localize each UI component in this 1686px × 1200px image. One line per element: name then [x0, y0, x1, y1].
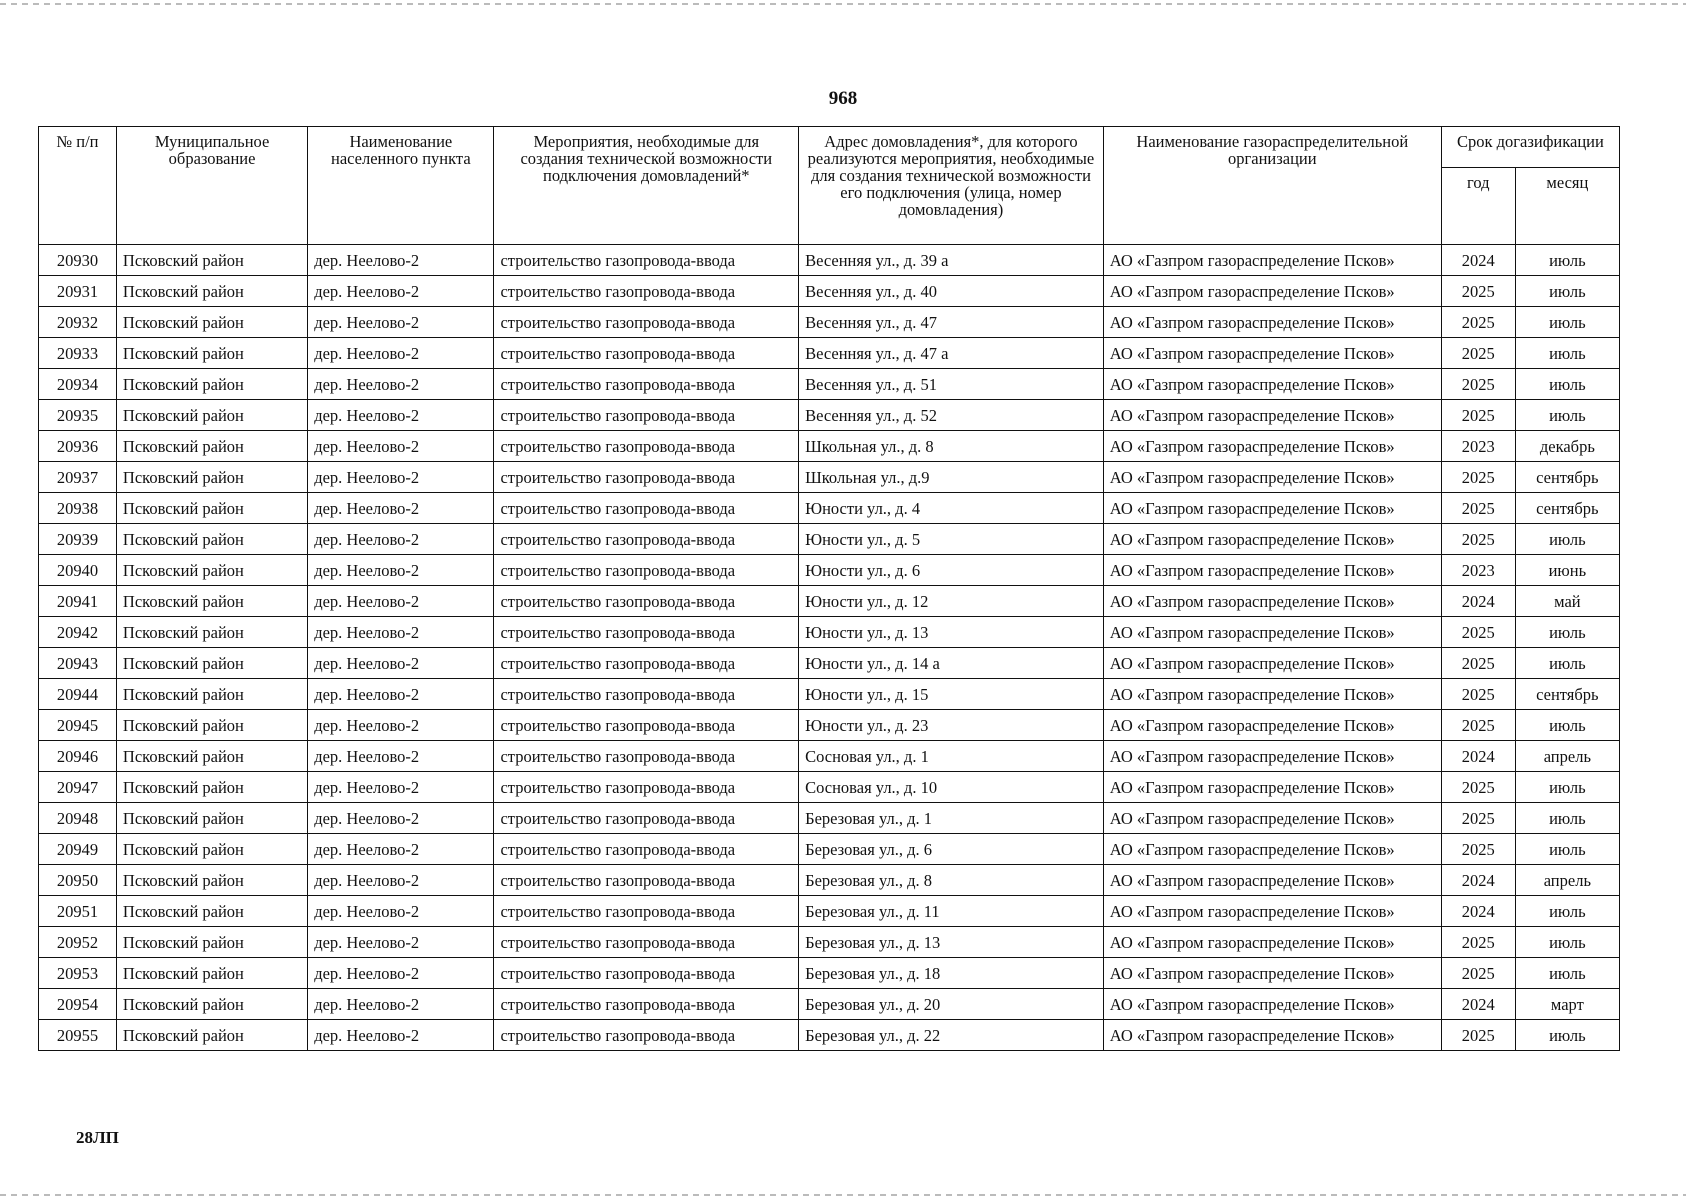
scan-edge-top [0, 3, 1686, 5]
cell-measure: строительство газопровода-ввода [494, 462, 799, 493]
cell-measure: строительство газопровода-ввода [494, 400, 799, 431]
cell-month: сентябрь [1515, 462, 1619, 493]
cell-settlement: дер. Неелово-2 [308, 710, 494, 741]
cell-measure: строительство газопровода-ввода [494, 245, 799, 276]
cell-address: Школьная ул., д.9 [799, 462, 1104, 493]
cell-num: 20944 [39, 679, 117, 710]
cell-year: 2025 [1441, 803, 1515, 834]
table-row [39, 617, 1620, 648]
cell-year: 2024 [1441, 865, 1515, 896]
cell-settlement: дер. Неелово-2 [308, 400, 494, 431]
header-organization: Наименование газораспределительной организации [1103, 127, 1441, 245]
header-measures: Мероприятия, необходимые для создания технической возможности подключения домовладений* [494, 127, 799, 245]
cell-month: июль [1515, 400, 1619, 431]
table-row [39, 245, 1620, 276]
cell-settlement: дер. Неелово-2 [308, 679, 494, 710]
cell-num: 20936 [39, 431, 117, 462]
table-row [39, 462, 1620, 493]
cell-organization: АО «Газпром газораспределение Псков» [1103, 927, 1441, 958]
cell-year: 2025 [1441, 338, 1515, 369]
header-deadline: Срок догазификации [1441, 127, 1619, 168]
cell-month: июль [1515, 307, 1619, 338]
cell-num: 20950 [39, 865, 117, 896]
cell-month: декабрь [1515, 431, 1619, 462]
cell-measure: строительство газопровода-ввода [494, 710, 799, 741]
cell-month: май [1515, 586, 1619, 617]
cell-num: 20938 [39, 493, 117, 524]
cell-num: 20942 [39, 617, 117, 648]
cell-measure: строительство газопровода-ввода [494, 896, 799, 927]
cell-organization: АО «Газпром газораспределение Псков» [1103, 245, 1441, 276]
cell-num: 20943 [39, 648, 117, 679]
table-row [39, 338, 1620, 369]
header-address: Адрес домовладения*, для которого реализуются мероприятия, необходимые для создания технической возможности его подключения (улица, номер домовладения) [799, 127, 1104, 245]
cell-settlement: дер. Неелово-2 [308, 741, 494, 772]
cell-settlement: дер. Неелово-2 [308, 338, 494, 369]
cell-year: 2025 [1441, 307, 1515, 338]
cell-month: июль [1515, 710, 1619, 741]
cell-organization: АО «Газпром газораспределение Псков» [1103, 865, 1441, 896]
cell-month: июль [1515, 617, 1619, 648]
cell-month: сентябрь [1515, 679, 1619, 710]
table-row [39, 493, 1620, 524]
cell-settlement: дер. Неелово-2 [308, 524, 494, 555]
cell-municipality: Псковский район [116, 245, 307, 276]
cell-month: март [1515, 989, 1619, 1020]
cell-organization: АО «Газпром газораспределение Псков» [1103, 679, 1441, 710]
cell-month: июль [1515, 927, 1619, 958]
cell-address: Юности ул., д. 4 [799, 493, 1104, 524]
cell-measure: строительство газопровода-ввода [494, 338, 799, 369]
cell-month: июль [1515, 369, 1619, 400]
cell-month: июль [1515, 958, 1619, 989]
cell-address: Школьная ул., д. 8 [799, 431, 1104, 462]
cell-organization: АО «Газпром газораспределение Псков» [1103, 586, 1441, 617]
cell-organization: АО «Газпром газораспределение Псков» [1103, 772, 1441, 803]
table-row [39, 307, 1620, 338]
cell-address: Юности ул., д. 15 [799, 679, 1104, 710]
table-row [39, 555, 1620, 586]
cell-year: 2025 [1441, 927, 1515, 958]
cell-municipality: Псковский район [116, 555, 307, 586]
cell-num: 20941 [39, 586, 117, 617]
cell-year: 2024 [1441, 245, 1515, 276]
cell-municipality: Псковский район [116, 927, 307, 958]
cell-num: 20954 [39, 989, 117, 1020]
gasification-table [38, 126, 1620, 1051]
cell-organization: АО «Газпром газораспределение Псков» [1103, 803, 1441, 834]
cell-measure: строительство газопровода-ввода [494, 648, 799, 679]
table-row [39, 834, 1620, 865]
cell-num: 20935 [39, 400, 117, 431]
cell-municipality: Псковский район [116, 276, 307, 307]
cell-municipality: Псковский район [116, 617, 307, 648]
cell-address: Юности ул., д. 13 [799, 617, 1104, 648]
cell-address: Сосновая ул., д. 1 [799, 741, 1104, 772]
cell-measure: строительство газопровода-ввода [494, 586, 799, 617]
cell-address: Юности ул., д. 14 а [799, 648, 1104, 679]
cell-month: июль [1515, 803, 1619, 834]
cell-measure: строительство газопровода-ввода [494, 276, 799, 307]
cell-organization: АО «Газпром газораспределение Псков» [1103, 989, 1441, 1020]
cell-municipality: Псковский район [116, 989, 307, 1020]
cell-measure: строительство газопровода-ввода [494, 555, 799, 586]
cell-organization: АО «Газпром газораспределение Псков» [1103, 307, 1441, 338]
cell-num: 20939 [39, 524, 117, 555]
cell-num: 20948 [39, 803, 117, 834]
cell-measure: строительство газопровода-ввода [494, 803, 799, 834]
cell-year: 2025 [1441, 710, 1515, 741]
cell-month: июнь [1515, 555, 1619, 586]
cell-settlement: дер. Неелово-2 [308, 896, 494, 927]
cell-municipality: Псковский район [116, 338, 307, 369]
cell-settlement: дер. Неелово-2 [308, 617, 494, 648]
cell-year: 2025 [1441, 369, 1515, 400]
cell-municipality: Псковский район [116, 772, 307, 803]
table-row [39, 803, 1620, 834]
cell-municipality: Псковский район [116, 307, 307, 338]
cell-settlement: дер. Неелово-2 [308, 493, 494, 524]
cell-municipality: Псковский район [116, 524, 307, 555]
table-row [39, 679, 1620, 710]
header-month: месяц [1515, 168, 1619, 245]
cell-measure: строительство газопровода-ввода [494, 307, 799, 338]
cell-year: 2024 [1441, 989, 1515, 1020]
cell-address: Березовая ул., д. 22 [799, 1020, 1104, 1051]
cell-num: 20946 [39, 741, 117, 772]
cell-year: 2024 [1441, 586, 1515, 617]
cell-month: июль [1515, 772, 1619, 803]
cell-year: 2025 [1441, 617, 1515, 648]
cell-organization: АО «Газпром газораспределение Псков» [1103, 462, 1441, 493]
table-row [39, 989, 1620, 1020]
cell-address: Весенняя ул., д. 51 [799, 369, 1104, 400]
table-row [39, 586, 1620, 617]
cell-address: Весенняя ул., д. 52 [799, 400, 1104, 431]
cell-year: 2024 [1441, 741, 1515, 772]
cell-settlement: дер. Неелово-2 [308, 555, 494, 586]
cell-month: июль [1515, 524, 1619, 555]
cell-settlement: дер. Неелово-2 [308, 369, 494, 400]
cell-year: 2025 [1441, 400, 1515, 431]
cell-address: Березовая ул., д. 11 [799, 896, 1104, 927]
table-row [39, 958, 1620, 989]
cell-measure: строительство газопровода-ввода [494, 617, 799, 648]
cell-month: июль [1515, 896, 1619, 927]
cell-settlement: дер. Неелово-2 [308, 865, 494, 896]
cell-num: 20952 [39, 927, 117, 958]
table-row [39, 369, 1620, 400]
cell-measure: строительство газопровода-ввода [494, 772, 799, 803]
cell-year: 2025 [1441, 276, 1515, 307]
cell-municipality: Псковский район [116, 741, 307, 772]
table-row [39, 648, 1620, 679]
cell-year: 2025 [1441, 493, 1515, 524]
cell-measure: строительство газопровода-ввода [494, 1020, 799, 1051]
cell-municipality: Псковский район [116, 803, 307, 834]
cell-municipality: Псковский район [116, 679, 307, 710]
cell-organization: АО «Газпром газораспределение Псков» [1103, 617, 1441, 648]
page-number: 968 [828, 88, 858, 109]
cell-settlement: дер. Неелово-2 [308, 276, 494, 307]
cell-year: 2025 [1441, 679, 1515, 710]
cell-address: Березовая ул., д. 13 [799, 927, 1104, 958]
cell-measure: строительство газопровода-ввода [494, 524, 799, 555]
cell-settlement: дер. Неелово-2 [308, 989, 494, 1020]
cell-measure: строительство газопровода-ввода [494, 989, 799, 1020]
table-row [39, 710, 1620, 741]
cell-settlement: дер. Неелово-2 [308, 431, 494, 462]
footer-code: 28ЛП [76, 1128, 119, 1147]
cell-year: 2025 [1441, 834, 1515, 865]
cell-municipality: Псковский район [116, 1020, 307, 1051]
cell-settlement: дер. Неелово-2 [308, 586, 494, 617]
cell-settlement: дер. Неелово-2 [308, 927, 494, 958]
cell-year: 2025 [1441, 1020, 1515, 1051]
cell-year: 2025 [1441, 524, 1515, 555]
cell-num: 20947 [39, 772, 117, 803]
cell-address: Весенняя ул., д. 47 а [799, 338, 1104, 369]
cell-organization: АО «Газпром газораспределение Псков» [1103, 493, 1441, 524]
cell-address: Березовая ул., д. 1 [799, 803, 1104, 834]
cell-year: 2023 [1441, 431, 1515, 462]
table-row [39, 927, 1620, 958]
cell-address: Березовая ул., д. 6 [799, 834, 1104, 865]
cell-measure: строительство газопровода-ввода [494, 493, 799, 524]
cell-organization: АО «Газпром газораспределение Псков» [1103, 276, 1441, 307]
cell-municipality: Псковский район [116, 431, 307, 462]
table-row [39, 276, 1620, 307]
cell-num: 20931 [39, 276, 117, 307]
table-row [39, 1020, 1620, 1051]
cell-municipality: Псковский район [116, 710, 307, 741]
cell-municipality: Псковский район [116, 834, 307, 865]
cell-organization: АО «Газпром газораспределение Псков» [1103, 555, 1441, 586]
cell-num: 20953 [39, 958, 117, 989]
cell-num: 20951 [39, 896, 117, 927]
cell-organization: АО «Газпром газораспределение Псков» [1103, 400, 1441, 431]
cell-year: 2025 [1441, 462, 1515, 493]
cell-organization: АО «Газпром газораспределение Псков» [1103, 710, 1441, 741]
cell-address: Березовая ул., д. 20 [799, 989, 1104, 1020]
cell-year: 2025 [1441, 958, 1515, 989]
cell-municipality: Псковский район [116, 958, 307, 989]
cell-organization: АО «Газпром газораспределение Псков» [1103, 648, 1441, 679]
table-row [39, 741, 1620, 772]
header-settlement: Наименование населенного пункта [308, 127, 494, 245]
header-municipality: Муниципальное образование [116, 127, 307, 245]
table-row [39, 431, 1620, 462]
cell-municipality: Псковский район [116, 586, 307, 617]
cell-municipality: Псковский район [116, 400, 307, 431]
cell-organization: АО «Газпром газораспределение Псков» [1103, 958, 1441, 989]
cell-month: июль [1515, 834, 1619, 865]
cell-organization: АО «Газпром газораспределение Псков» [1103, 431, 1441, 462]
cell-organization: АО «Газпром газораспределение Псков» [1103, 741, 1441, 772]
header-year: год [1441, 168, 1515, 245]
cell-organization: АО «Газпром газораспределение Псков» [1103, 369, 1441, 400]
cell-organization: АО «Газпром газораспределение Псков» [1103, 338, 1441, 369]
cell-settlement: дер. Неелово-2 [308, 958, 494, 989]
cell-address: Юности ул., д. 23 [799, 710, 1104, 741]
table-body [39, 245, 1620, 1051]
cell-month: апрель [1515, 865, 1619, 896]
cell-month: сентябрь [1515, 493, 1619, 524]
cell-organization: АО «Газпром газораспределение Псков» [1103, 524, 1441, 555]
cell-num: 20933 [39, 338, 117, 369]
cell-num: 20932 [39, 307, 117, 338]
cell-month: июль [1515, 648, 1619, 679]
cell-municipality: Псковский район [116, 493, 307, 524]
cell-settlement: дер. Неелово-2 [308, 834, 494, 865]
table-row [39, 524, 1620, 555]
cell-address: Сосновая ул., д. 10 [799, 772, 1104, 803]
cell-month: июль [1515, 245, 1619, 276]
table-row [39, 772, 1620, 803]
scan-edge-bottom [0, 1194, 1686, 1196]
cell-year: 2023 [1441, 555, 1515, 586]
cell-municipality: Псковский район [116, 865, 307, 896]
cell-month: июль [1515, 1020, 1619, 1051]
cell-address: Юности ул., д. 12 [799, 586, 1104, 617]
cell-measure: строительство газопровода-ввода [494, 741, 799, 772]
cell-address: Березовая ул., д. 8 [799, 865, 1104, 896]
table-row [39, 400, 1620, 431]
cell-measure: строительство газопровода-ввода [494, 958, 799, 989]
cell-num: 20955 [39, 1020, 117, 1051]
cell-municipality: Псковский район [116, 369, 307, 400]
cell-month: апрель [1515, 741, 1619, 772]
cell-measure: строительство газопровода-ввода [494, 431, 799, 462]
cell-num: 20937 [39, 462, 117, 493]
cell-address: Весенняя ул., д. 40 [799, 276, 1104, 307]
cell-address: Юности ул., д. 5 [799, 524, 1104, 555]
cell-municipality: Псковский район [116, 896, 307, 927]
cell-settlement: дер. Неелово-2 [308, 803, 494, 834]
cell-num: 20930 [39, 245, 117, 276]
cell-year: 2025 [1441, 648, 1515, 679]
cell-measure: строительство газопровода-ввода [494, 865, 799, 896]
cell-organization: АО «Газпром газораспределение Псков» [1103, 834, 1441, 865]
cell-address: Весенняя ул., д. 47 [799, 307, 1104, 338]
cell-settlement: дер. Неелово-2 [308, 307, 494, 338]
cell-organization: АО «Газпром газораспределение Псков» [1103, 896, 1441, 927]
cell-settlement: дер. Неелово-2 [308, 462, 494, 493]
cell-year: 2025 [1441, 772, 1515, 803]
cell-municipality: Псковский район [116, 462, 307, 493]
cell-address: Березовая ул., д. 18 [799, 958, 1104, 989]
cell-num: 20949 [39, 834, 117, 865]
cell-address: Юности ул., д. 6 [799, 555, 1104, 586]
cell-measure: строительство газопровода-ввода [494, 679, 799, 710]
cell-settlement: дер. Неелово-2 [308, 245, 494, 276]
cell-measure: строительство газопровода-ввода [494, 369, 799, 400]
cell-month: июль [1515, 338, 1619, 369]
cell-address: Весенняя ул., д. 39 а [799, 245, 1104, 276]
cell-num: 20945 [39, 710, 117, 741]
cell-num: 20940 [39, 555, 117, 586]
cell-measure: строительство газопровода-ввода [494, 834, 799, 865]
cell-settlement: дер. Неелово-2 [308, 772, 494, 803]
cell-num: 20934 [39, 369, 117, 400]
cell-settlement: дер. Неелово-2 [308, 1020, 494, 1051]
table-row [39, 896, 1620, 927]
cell-month: июль [1515, 276, 1619, 307]
cell-year: 2024 [1441, 896, 1515, 927]
header-num: № п/п [39, 127, 117, 245]
table-row [39, 865, 1620, 896]
cell-organization: АО «Газпром газораспределение Псков» [1103, 1020, 1441, 1051]
cell-measure: строительство газопровода-ввода [494, 927, 799, 958]
cell-settlement: дер. Неелово-2 [308, 648, 494, 679]
cell-municipality: Псковский район [116, 648, 307, 679]
